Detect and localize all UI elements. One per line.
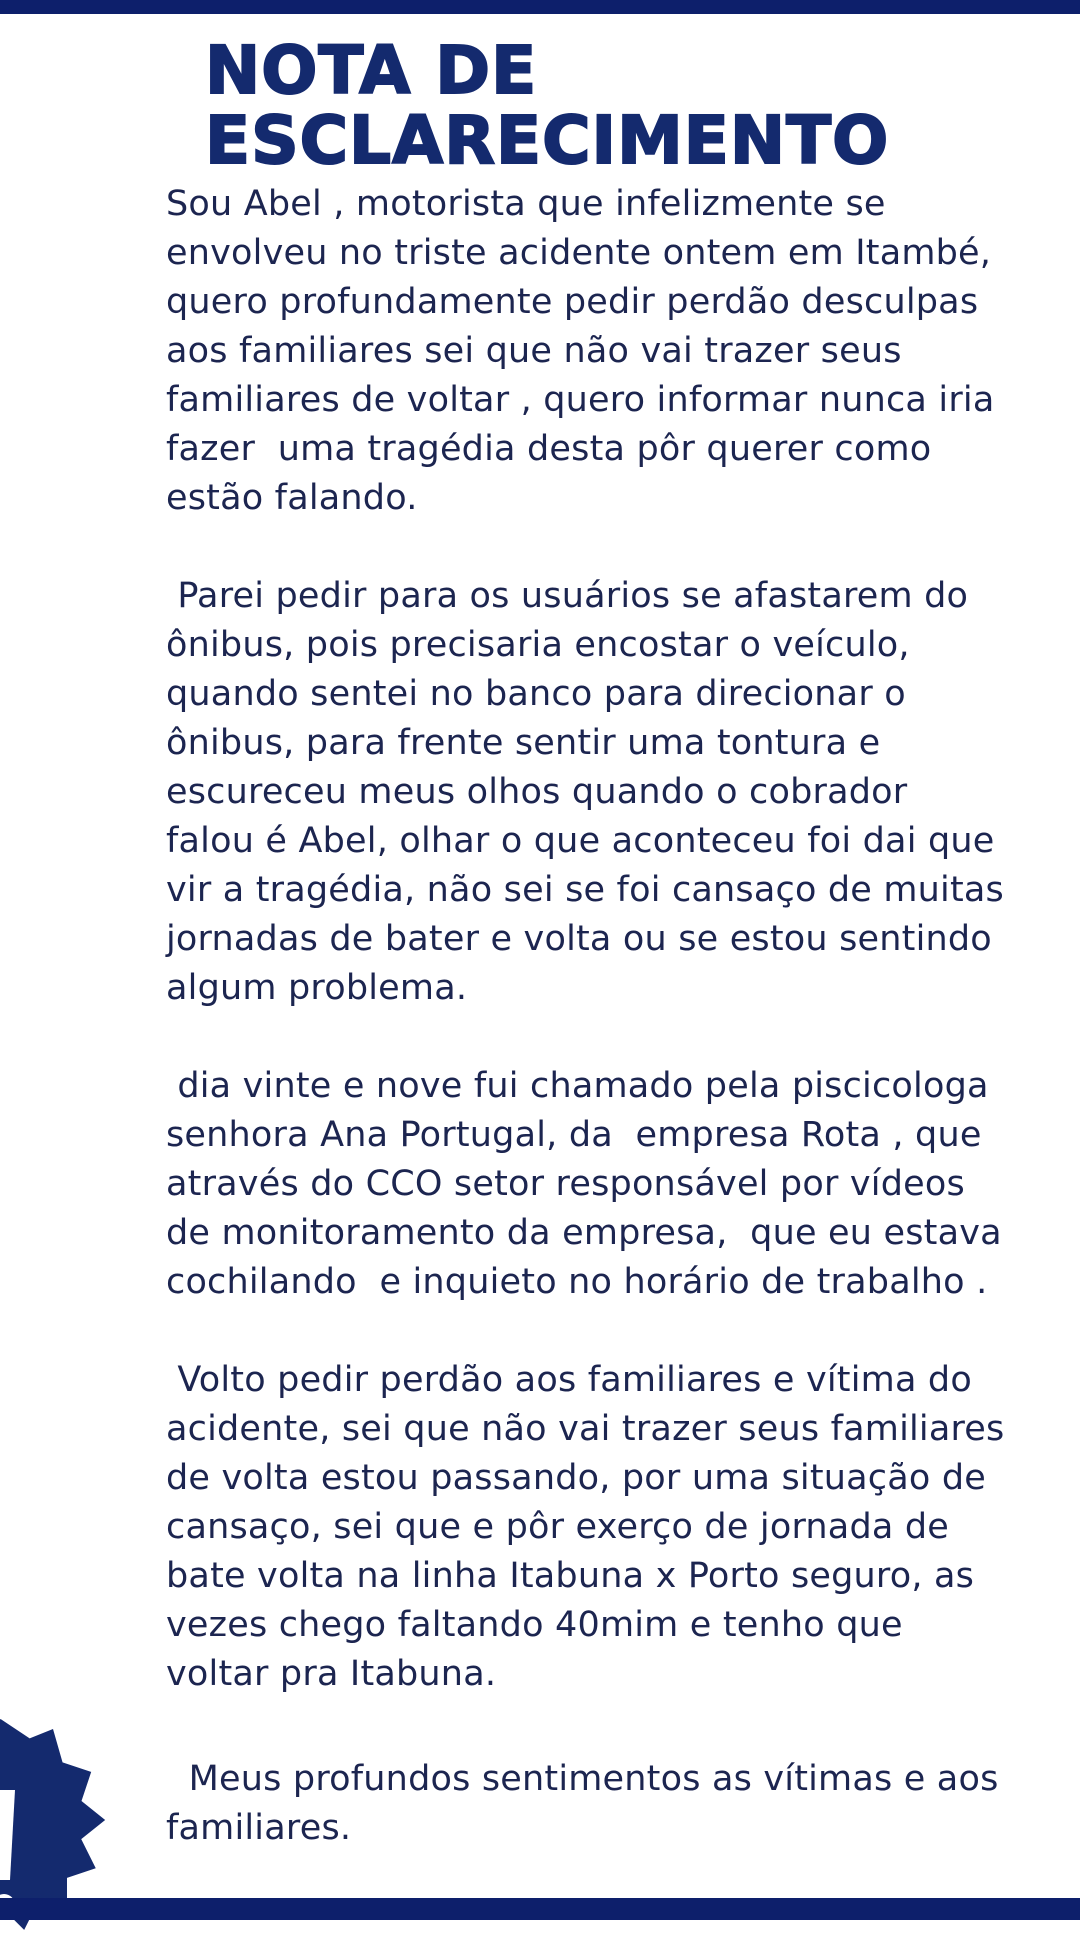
paragraph-second-apology: Volto pedir perdão aos familiares e vítima do acidente, sei que não vai trazer seus familiares de volta estou passando, por uma situação de cansaço, sei que e pôr exerço de jornada de bate volta na linha Itabuna x Porto seguro, as vezes chego faltando 40mim e tenho que voltar pra Itabuna.: [166, 1360, 1005, 1694]
title-line-2: ESCLARECIMENTO: [205, 102, 890, 179]
top-accent-bar: [0, 0, 1080, 14]
paragraph-apology: Sou Abel , motorista que infelizmente se envolveu no triste acidente ontem em Itambé, quero profundamente pedir perdão desculpas aos familiares sei que não vai trazer seus familiares de voltar , quero informar nunca iria fazer uma tragédia desta pôr querer como estão falando.: [166, 184, 995, 518]
paragraph-condolences: Meus profundos sentimentos as vítimas e aos familiares.: [166, 1759, 999, 1848]
bottom-accent-bar: [0, 1898, 1080, 1920]
statement-body: [166, 180, 1046, 1848]
title-line-1: NOTA DE: [205, 32, 538, 109]
page-title: [205, 32, 890, 179]
paragraph-psychologist-call: dia vinte e nove fui chamado pela piscicologa senhora Ana Portugal, da empresa Rota , que através do CCO setor responsável por vídeos de monitoramento da empresa, que eu estava cochilando e inquieto no horário de trabalho .: [166, 1066, 1002, 1302]
paragraph-incident-account: Parei pedir para os usuários se afastarem do ônibus, pois precisaria encostar o veículo, quando sentei no banco para direcionar o ônibus, para frente sentir uma tontura e escureceu meus olhos quando o cobrador falou é Abel, olhar o que aconteceu foi dai que vir a tragédia, não sei se foi cansaço de muitas jornadas de bater e volta ou se estou sentindo algum problema.: [166, 576, 1004, 1008]
